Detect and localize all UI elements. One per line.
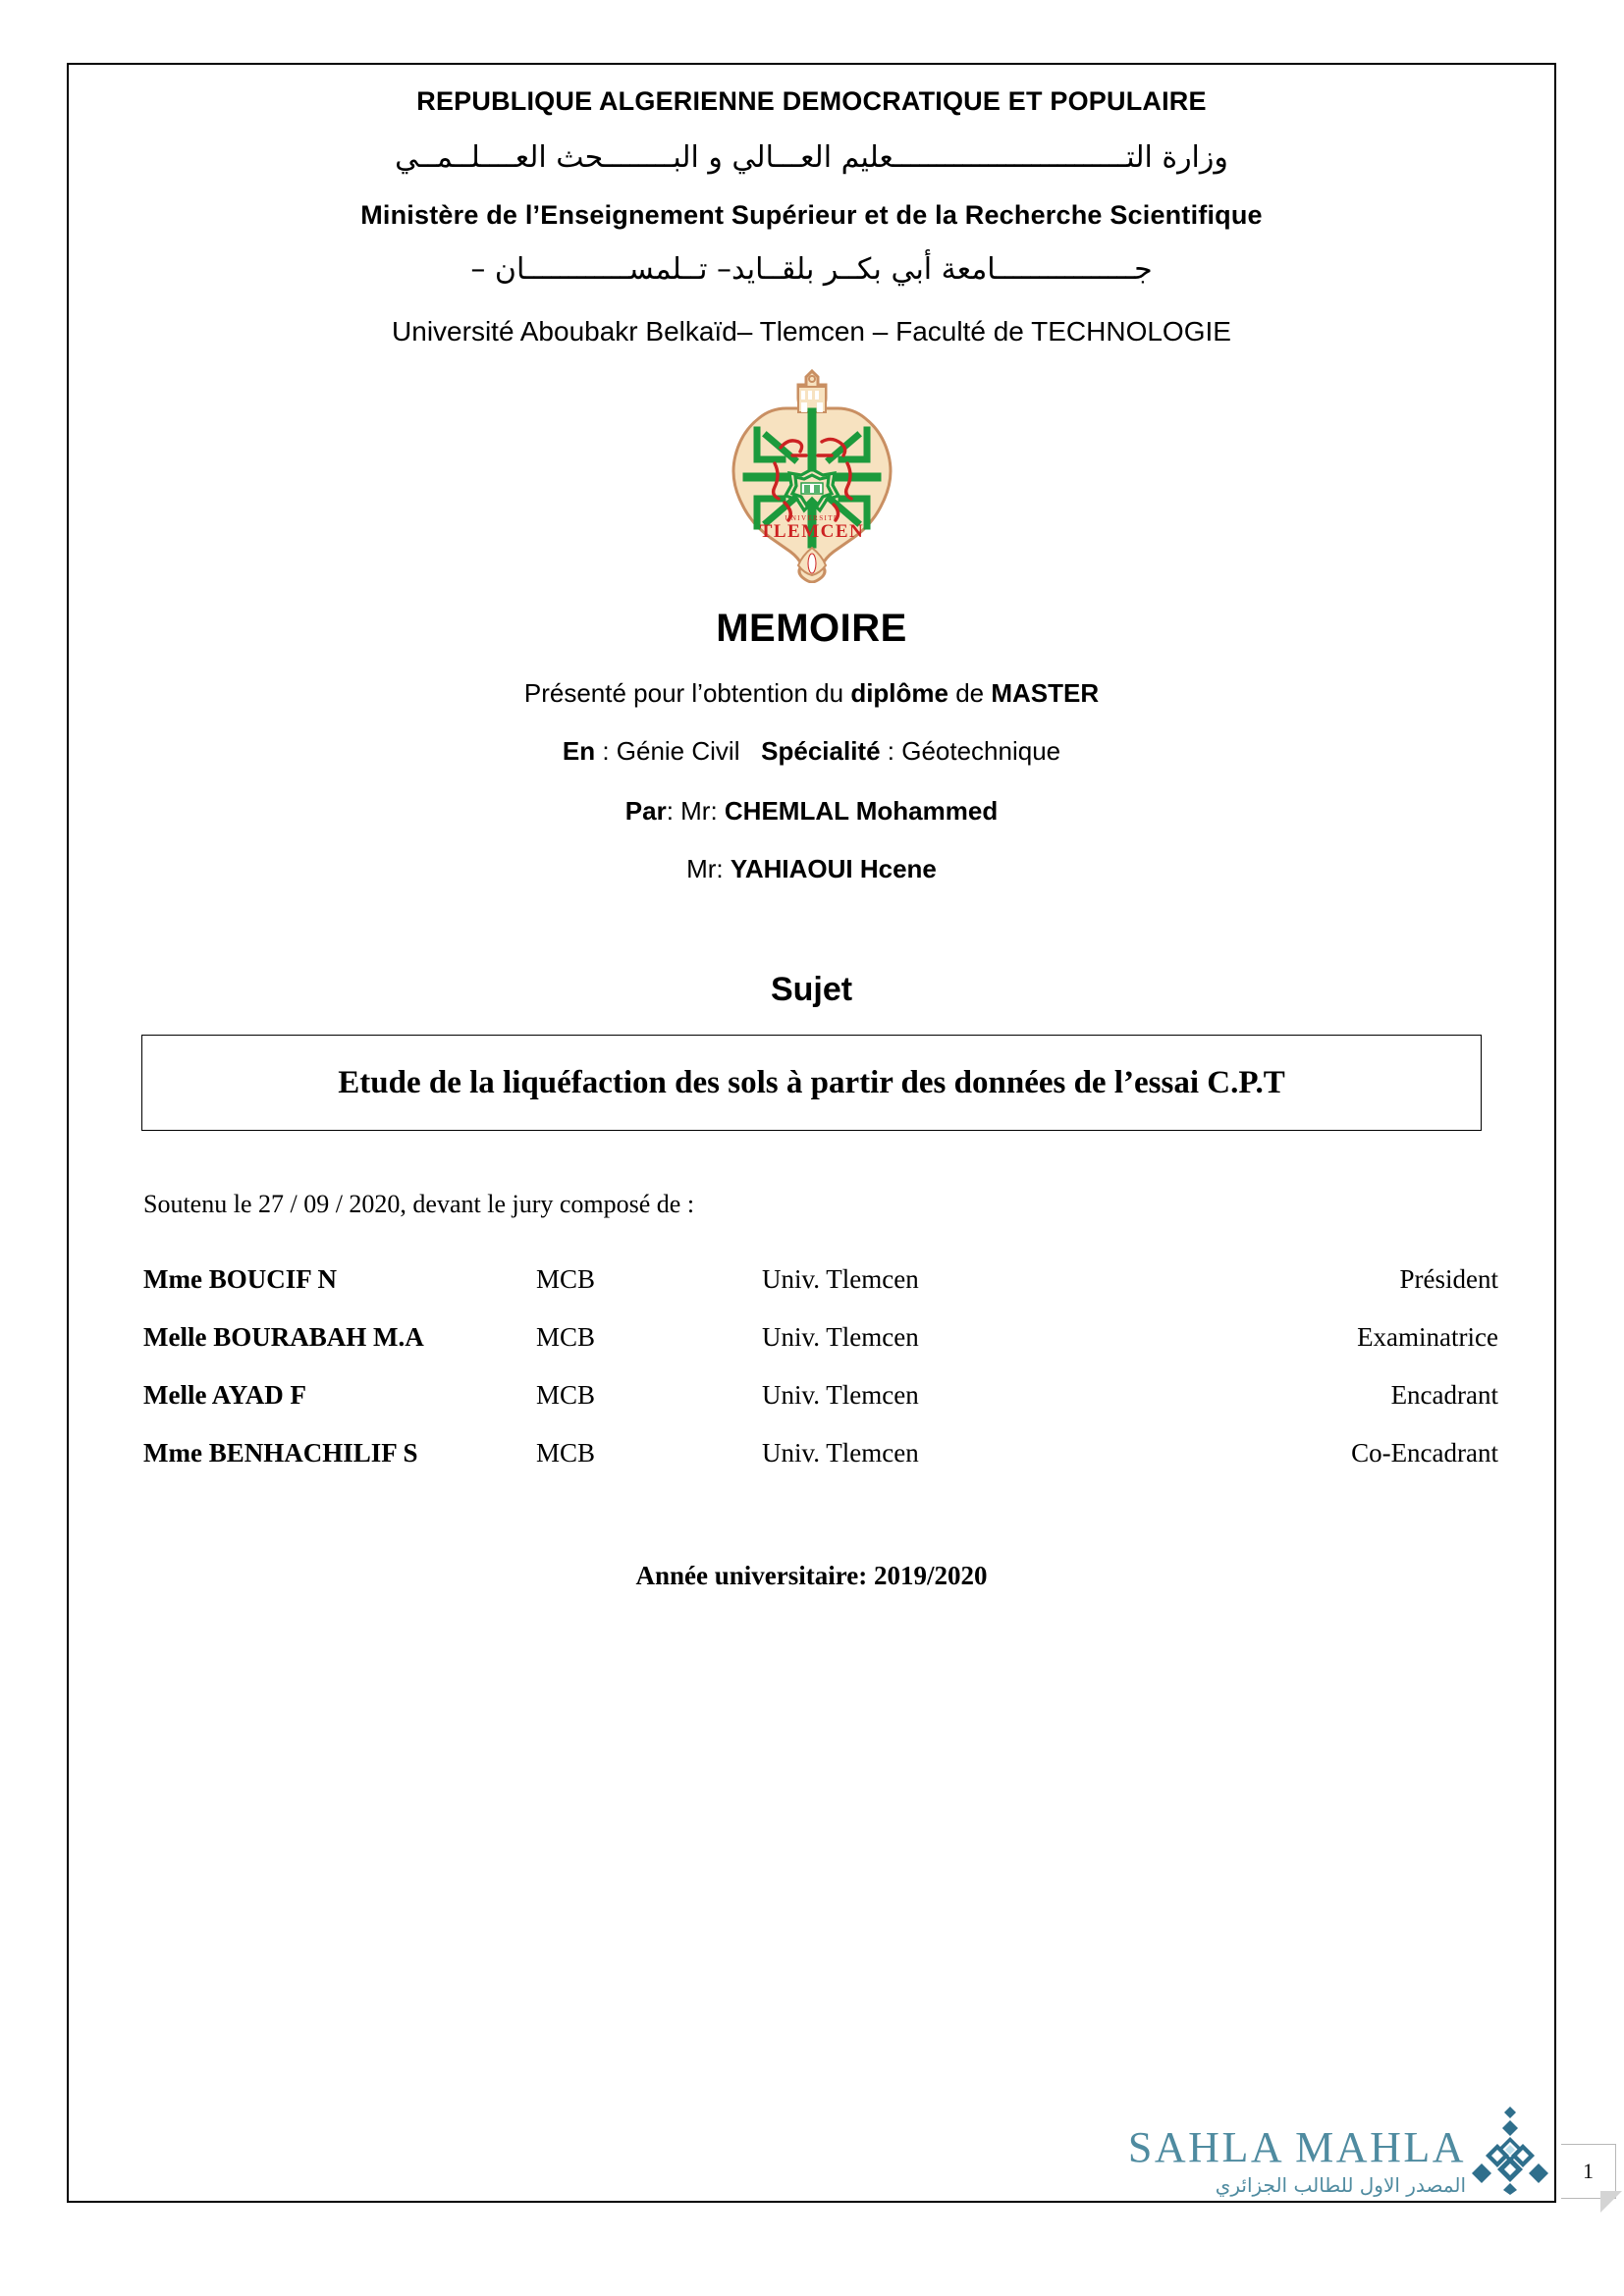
subject-title-box [141, 1035, 1482, 1131]
author-name-1: CHEMLAL Mohammed [724, 796, 999, 826]
watermark [1128, 2105, 1548, 2195]
page-content [69, 65, 1554, 2201]
university-heading-french: Université Aboubakr Belkaïd– Tlemcen – Faculté de TECHNOLOGIE [392, 316, 1231, 347]
logo-caption-main: TLEMCEN [759, 521, 864, 542]
jury-member-grade: MCB [536, 1322, 596, 1352]
ministry-heading-arabic: وزارة التـــــــــــــــــــــــــــعليم العـــالي و البــــــــحث العــــلــمــي [395, 140, 1228, 175]
subject-title: Etude de la liquéfaction des sols à partir des données de l’essai C.P.T [338, 1064, 1285, 1100]
presented-for-line [108, 678, 1515, 709]
logo-caption-small: UNIVERSITE [784, 514, 839, 522]
jury-member-role: Président [1399, 1264, 1498, 1294]
jury-member-grade: MCB [536, 1438, 596, 1468]
logo-container [108, 365, 1515, 583]
university-logo-icon [724, 365, 900, 583]
memoire-heading: MEMOIRE [716, 607, 907, 650]
speciality-label: Spécialité [761, 736, 881, 766]
sujet-heading: Sujet [770, 971, 853, 1008]
table-row [143, 1366, 1498, 1424]
by-prefix: : Mr: [666, 796, 725, 826]
jury-table [143, 1251, 1498, 1482]
ministry-heading-french: Ministère de l’Enseignement Supérieur et de la Recherche Scientifique [360, 200, 1263, 230]
presented-mid: de [947, 678, 992, 708]
jury-member-name: Melle BOURABAH M.A [143, 1322, 424, 1352]
field-and-speciality-line [108, 736, 1515, 767]
table-row [143, 1308, 1498, 1366]
defense-intro: Soutenu le 27 / 09 / 2020, devant le jury composé de : [143, 1190, 695, 1218]
jury-member-name: Mme BOUCIF N [143, 1264, 337, 1294]
jury-member-institution: Univ. Tlemcen [762, 1264, 919, 1294]
jury-member-role: Encadrant [1390, 1380, 1498, 1410]
master-word: MASTER [991, 678, 1100, 708]
jury-member-grade: MCB [536, 1264, 596, 1294]
jury-member-institution: Univ. Tlemcen [762, 1380, 919, 1410]
author-name-2: YAHIAOUI Hcene [730, 854, 937, 883]
jury-member-grade: MCB [536, 1380, 596, 1410]
watermark-tagline: المصدر الاول للطالب الجزائري [1215, 2173, 1466, 2197]
table-row [143, 1251, 1498, 1308]
speciality-value: : Géotechnique [880, 736, 1061, 766]
table-row [143, 1424, 1498, 1482]
author-line-2 [108, 854, 1515, 884]
jury-member-name: Mme BENHACHILIF S [143, 1438, 418, 1468]
watermark-brand: SAHLA MAHLA [1127, 2123, 1466, 2171]
university-heading-arabic: جــــــــــــــــامعة أبي بكــر بلقــايد– تــلمســــــــــــان – [470, 252, 1153, 287]
jury-member-name: Melle AYAD F [143, 1380, 306, 1410]
jury-member-role: Examinatrice [1357, 1322, 1498, 1352]
field-value: : Génie Civil [595, 736, 740, 766]
field-label: En [562, 736, 596, 766]
diplome-word: diplôme [850, 678, 948, 708]
author-2-prefix: Mr: [686, 854, 731, 883]
presented-prefix: Présenté pour l’obtention du [523, 678, 851, 708]
jury-member-role: Co-Encadrant [1351, 1438, 1498, 1468]
jury-member-institution: Univ. Tlemcen [762, 1322, 919, 1352]
republic-heading: REPUBLIQUE ALGERIENNE DEMOCRATIQUE ET POPULAIRE [416, 86, 1207, 116]
jury-member-institution: Univ. Tlemcen [762, 1438, 919, 1468]
watermark-text [1127, 2123, 1466, 2197]
page-number-badge: 1 [1561, 2144, 1616, 2199]
by-label: Par [624, 796, 667, 826]
author-line-1 [108, 796, 1515, 827]
sahla-mahla-logo-icon [1472, 2105, 1548, 2195]
page-border-frame [67, 63, 1556, 2203]
page-corner-fold [1600, 2191, 1622, 2213]
academic-year: Année universitaire: 2019/2020 [635, 1561, 988, 1590]
